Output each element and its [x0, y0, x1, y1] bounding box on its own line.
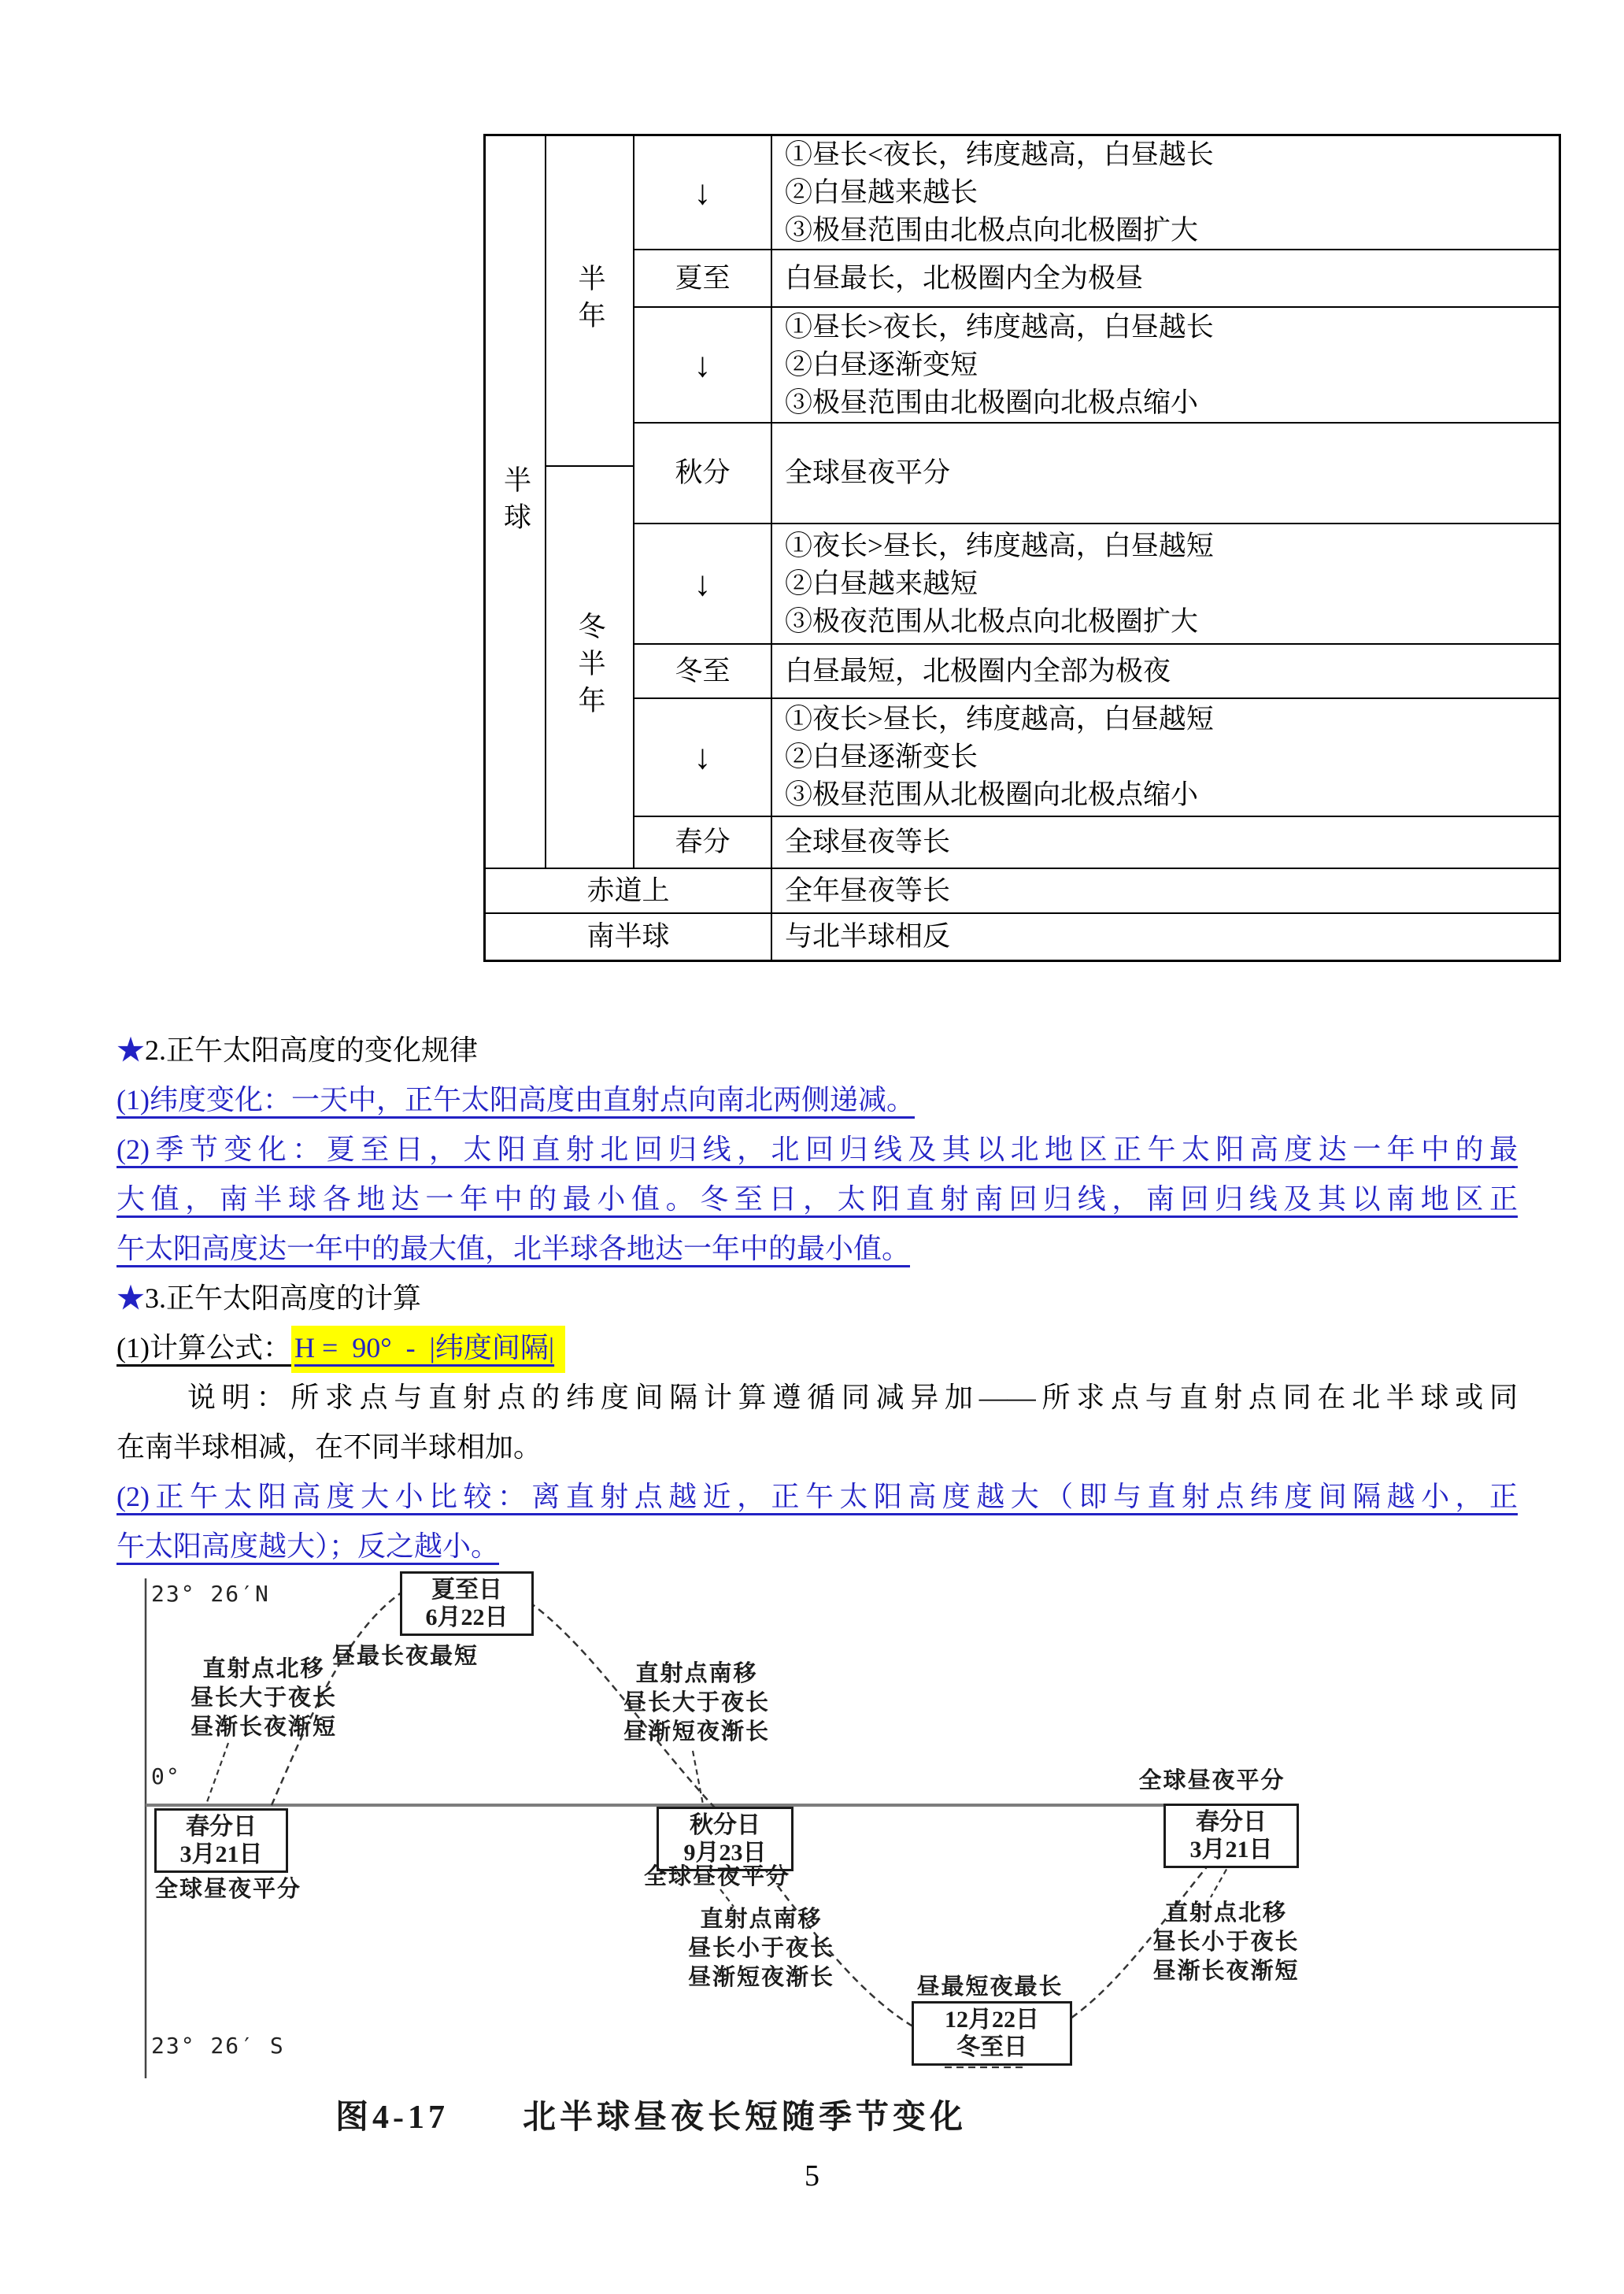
- box-line: 3月21日: [179, 1841, 263, 1867]
- section2-heading: [117, 1026, 1518, 1075]
- label-equal-day-night-left: 全球昼夜平分: [154, 1877, 301, 1902]
- desc-line: 与北半球相反: [785, 921, 951, 952]
- desc-line: ②白昼逐渐变短: [785, 349, 978, 380]
- cell-desc-6: [771, 644, 1559, 698]
- cell-desc-8: [771, 816, 1559, 868]
- box-line: 夏至日: [431, 1577, 502, 1603]
- down-arrow-icon: ↓: [694, 345, 712, 384]
- box-autumn-equinox: [657, 1807, 794, 1871]
- page-number: 5: [805, 2159, 819, 2192]
- section3-item2-line1: (2)正午太阳高度大小比较：离直射点越近，正午太阳高度越大（即与直射点纬度间隔越小，正: [117, 1481, 1518, 1512]
- box-line: 春分日: [186, 1814, 257, 1840]
- cell-season-arrow-2: [634, 307, 771, 423]
- summer-half-label: 半年: [575, 264, 605, 338]
- down-arrow-icon: ↓: [694, 738, 712, 776]
- annotation-right-bottom-block: 直射点北移 昼长小于夜长 昼渐长夜渐短: [1152, 1900, 1300, 1984]
- section3-note-line1: 说明：所求点与直射点的纬度间隔计算遵循同减异加——所求点与直射点同在北半球或同: [187, 1382, 1518, 1413]
- cell-desc-2: [771, 250, 1559, 307]
- box-spring-equinox-right: [1163, 1804, 1299, 1868]
- cell-hemisphere: [485, 135, 546, 868]
- desc-line: ①昼长>夜长，纬度越高，白昼越长: [785, 311, 1214, 342]
- annotation-left-block: 直射点北移 昼长大于夜长 昼渐长夜渐短: [190, 1656, 337, 1740]
- annotation-mid-bottom-block: 直射点南移 昼长小于夜长 昼渐短夜渐长: [687, 1907, 834, 1990]
- winter-half-label: 冬半年: [575, 612, 605, 723]
- day-night-length-table: [483, 134, 1561, 962]
- equator-label: 赤道上: [586, 875, 670, 906]
- annotation-right-of-peak-block: 直射点南移 昼长大于夜长 昼渐短夜渐长: [623, 1661, 770, 1745]
- axis-label-north-tropic: 23° 26′N: [151, 1581, 270, 1607]
- cell-season-arrow-1: [634, 135, 771, 250]
- section2-heading-text: 2.正午太阳高度的变化规律: [145, 1034, 479, 1066]
- highlighted-formula: H = 90° - |纬度间隔|: [291, 1326, 565, 1373]
- season-day-length-diagram: [110, 1567, 1567, 2149]
- section3-heading: [117, 1274, 1518, 1323]
- desc-line: ③极昼范围从北极圈向北极点缩小: [785, 779, 1199, 810]
- cell-desc-3: [771, 307, 1559, 423]
- hemisphere-label: 半球: [500, 464, 531, 539]
- desc-line: ②白昼越来越长: [785, 176, 978, 208]
- cell-summer-half-year: [546, 135, 634, 466]
- box-line: 3月21日: [1189, 1837, 1273, 1863]
- section3-item2-line2: 午太阳高度越大）；反之越小。: [117, 1530, 500, 1562]
- desc-line: ①夜长>昼长，纬度越高，白昼越短: [785, 530, 1214, 561]
- figure-caption: 图4-17 北半球昼夜长短随季节变化: [335, 2100, 967, 2136]
- cell-season-arrow-4: [634, 698, 771, 816]
- cell-south-hemisphere-label: [485, 913, 771, 960]
- section2-item2-line1: (2)季节变化：夏至日，太阳直射北回归线，北回归线及其以北地区正午太阳高度达一年中的最: [117, 1134, 1518, 1165]
- season-label: 秋分: [675, 457, 731, 488]
- section2-item2-line2: 大值，南半球各地达一年中的最小值。冬至日，太阳直射南回归线，南回归线及其以南地区正: [117, 1183, 1518, 1215]
- box-line: 冬至日: [956, 2034, 1027, 2060]
- cell-south-hemisphere-desc: [771, 913, 1559, 960]
- box-line: 春分日: [1196, 1809, 1267, 1835]
- cell-desc-5: [771, 524, 1559, 644]
- section3-formula-line: [117, 1323, 1518, 1373]
- connector-line: [720, 1889, 734, 1907]
- desc-line: 全球昼夜平分: [785, 457, 951, 488]
- desc-line: ③极夜范围从北极点向北极圈扩大: [785, 605, 1199, 637]
- desc-line: 全球昼夜等长: [785, 827, 951, 857]
- cell-season-winter-solstice: [634, 644, 771, 698]
- label-longest-day: 昼最长夜最短: [331, 1644, 479, 1669]
- section2-item2-line3: 午太阳高度达一年中的最大值，北半球各地达一年中的最小值。: [117, 1233, 911, 1264]
- box-spring-equinox-left: [154, 1808, 288, 1873]
- box-line: 9月23日: [683, 1840, 767, 1866]
- box-line: 6月22日: [425, 1604, 509, 1630]
- desc-line: ③极昼范围由北极圈向北极点缩小: [785, 387, 1199, 418]
- season-label: 冬至: [675, 655, 731, 686]
- star-icon: ★: [117, 1282, 146, 1314]
- formula-label: (1)计算公式：: [117, 1332, 291, 1363]
- cell-equator-desc: [771, 868, 1559, 913]
- section3-heading-text: 3.正午太阳高度的计算: [145, 1282, 422, 1314]
- star-icon: ★: [117, 1034, 146, 1066]
- cell-equator-label: [485, 868, 771, 913]
- down-arrow-icon: ↓: [694, 564, 712, 603]
- cell-season-arrow-3: [634, 524, 771, 644]
- desc-line: 白昼最短，北极圈内全部为极夜: [785, 655, 1171, 686]
- connector-line: [207, 1743, 228, 1802]
- desc-line: ③极昼范围由北极点向北极圈扩大: [785, 214, 1199, 246]
- section2-item1: (1)纬度变化：一天中，正午太阳高度由直射点向南北两侧递减。: [117, 1084, 915, 1116]
- cell-desc-1: [771, 135, 1559, 250]
- cell-season-autumn-equinox: [634, 423, 771, 524]
- desc-line: ①昼长<夜长，纬度越高，白昼越长: [785, 139, 1214, 170]
- box-summer-solstice: [400, 1571, 534, 1636]
- axis-label-equator: 0°: [151, 1763, 181, 1789]
- desc-line: ②白昼越来越短: [785, 568, 978, 599]
- label-shortest-day: 昼最短夜最长: [916, 1974, 1064, 2000]
- notes-text-block: [117, 1026, 1518, 1571]
- box-winter-solstice: [912, 2001, 1072, 2066]
- cell-winter-half-year: [546, 466, 634, 868]
- label-equal-day-night-right: 全球昼夜平分: [1138, 1768, 1286, 1793]
- cell-desc-7: [771, 698, 1559, 816]
- axis-label-south-tropic: 23° 26′ S: [151, 2033, 285, 2059]
- label-equal-day-night-mid: 全球昼夜平分: [643, 1864, 790, 1889]
- season-label: 春分: [675, 827, 731, 857]
- desc-line: 全年昼夜等长: [785, 875, 951, 906]
- desc-line: 白昼最长，北极圈内全为极昼: [785, 262, 1144, 294]
- desc-line: ①夜长>昼长，纬度越高，白昼越短: [785, 704, 1214, 734]
- box-line: 秋分日: [690, 1812, 760, 1838]
- section3-note-line2: 在南半球相减，在不同半球相加。: [117, 1431, 542, 1463]
- down-arrow-icon: ↓: [694, 172, 712, 212]
- box-line: 12月22日: [945, 2007, 1039, 2033]
- desc-line: ②白昼逐渐变长: [785, 742, 978, 772]
- south-hemisphere-label: 南半球: [586, 921, 670, 952]
- cell-season-spring-equinox: [634, 816, 771, 868]
- cell-season-summer-solstice: [634, 250, 771, 307]
- season-label: 夏至: [675, 262, 731, 294]
- cell-desc-4: [771, 423, 1559, 524]
- connector-line: [693, 1751, 703, 1804]
